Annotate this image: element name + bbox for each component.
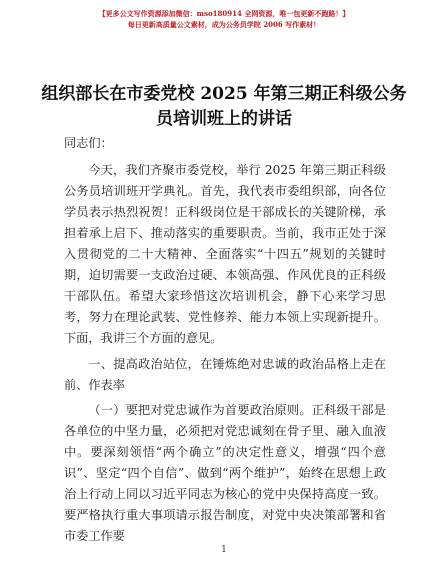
document-body <box>64 133 386 547</box>
promo-banner <box>0 8 448 30</box>
section-paragraph: （一）要把对党忠诚作为首要政治原则。正科级干部是各单位的中坚力量，必须把对党忠诚刻在骨子里、融入血液中。要深刻领悟“两个确立”的决定性意义，增强“四个意识”、坚定“四个自信”、做到“两个维护”，始终在思想上政治上行动上同以习近平同志为核心的党中央保持高度一致。要严格执行重大事项请示报告制度，对党中央决策部署和省市委工作要 <box>64 403 386 543</box>
intro-paragraph: 今天，我们齐聚市委党校，举行 2025 年第三期正科级公务员培训班开学典礼。首先，我代表市委组织部，向各位学员表示热烈祝贺！正科级岗位是干部成长的关键阶梯，承担着承上启下、推动落实的重要职责。当前，我市正处于深入贯彻党的二十大精神、全面落实“十四五”规划的关键时期，迫切需要一支政治过硬、本领高强、作风优良的正科级干部队伍。希望大家珍惜这次培训机会，静下心来学习思考，努力在理论武装、党性修养、能力本领上实现新提升。下面，我讲三个方面的意见。 <box>64 163 386 345</box>
salutation: 同志们： <box>64 136 113 150</box>
page-number: 1 <box>221 545 227 555</box>
banner-line-1: 【更多公文写作资源添加微信：mso180914 全网资源，唯一包更新不跑路！】 <box>98 9 350 18</box>
banner-line-2: 每日更新高质量公文素材，成为公务员学院 2006 写作素材！ <box>127 20 321 29</box>
document-title: 组织部长在市委党校 2025 年第三期正科级公务员培训班上的讲话 <box>41 84 407 129</box>
section-heading: 一、提高政治站位，在锤炼绝对忠诚的政治品格上走在前、作表率 <box>64 357 386 392</box>
